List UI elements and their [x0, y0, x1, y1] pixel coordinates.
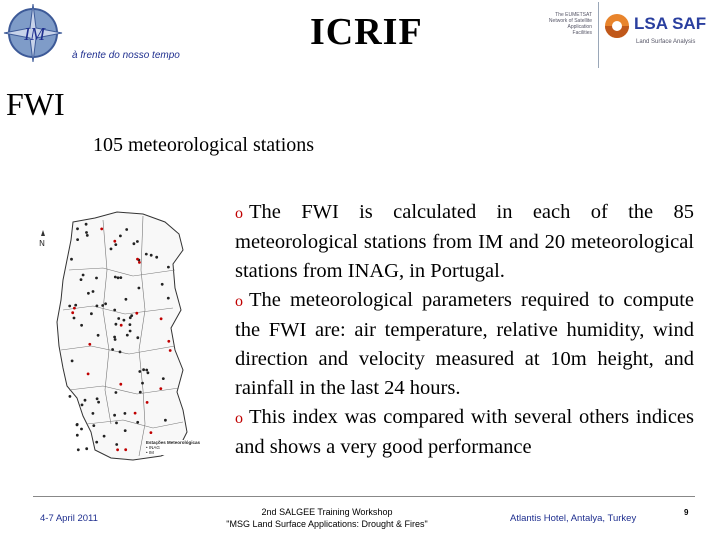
station-marker — [150, 254, 153, 257]
station-marker — [111, 348, 114, 351]
station-marker — [119, 383, 122, 386]
station-marker — [119, 351, 122, 354]
station-marker — [76, 434, 79, 437]
station-marker — [130, 314, 133, 317]
station-marker — [95, 441, 98, 444]
footer-date: 4-7 April 2011 — [40, 513, 98, 524]
station-marker — [114, 276, 117, 279]
station-marker — [103, 435, 106, 438]
lsa-saf-logo-icon — [603, 12, 631, 40]
station-marker — [125, 228, 128, 231]
station-marker — [123, 319, 126, 322]
station-marker — [82, 274, 85, 277]
station-marker — [133, 242, 136, 245]
station-marker — [138, 370, 141, 373]
station-marker — [85, 447, 88, 450]
station-marker — [86, 234, 89, 237]
station-marker — [84, 399, 87, 402]
map-legend-title: Estações Meteorológicas — [146, 440, 201, 445]
station-marker — [139, 391, 142, 394]
station-marker — [120, 324, 123, 327]
footer-event — [200, 506, 454, 530]
station-marker — [92, 290, 95, 293]
station-marker — [136, 258, 139, 261]
station-marker — [161, 283, 164, 286]
station-marker — [129, 323, 132, 326]
bullet-marker: o — [235, 293, 243, 310]
bullet-text: The meteorological parameters required to compute the FWI are: air temperature, relative humidity, wind direction and velocity measured at 10m height, and rainfall in the last 24 hours. — [235, 289, 694, 399]
station-marker — [150, 431, 153, 434]
station-marker — [124, 429, 127, 432]
bullet-item — [235, 403, 694, 462]
station-marker — [104, 302, 107, 305]
station-marker — [87, 373, 90, 376]
bullet-marker: o — [235, 205, 243, 222]
station-marker — [80, 324, 83, 327]
station-marker — [145, 369, 148, 372]
bullet-item — [235, 198, 694, 286]
station-marker — [73, 317, 76, 320]
bullet-text: The FWI is calculated in each of the 85 meteorological stations from IM and 20 meteorological stations from INAG, in Portugal. — [235, 201, 694, 282]
station-marker — [114, 338, 117, 341]
bullet-item — [235, 286, 694, 403]
station-marker — [77, 448, 80, 451]
map-legend — [146, 440, 204, 455]
station-marker — [160, 317, 163, 320]
station-marker — [92, 412, 95, 415]
station-marker — [141, 382, 144, 385]
map-legend-item: • INAG — [146, 445, 160, 450]
station-marker — [116, 448, 119, 451]
station-marker — [138, 287, 141, 290]
header-divider — [598, 2, 599, 68]
station-marker — [164, 419, 167, 422]
station-marker — [138, 261, 141, 264]
footer-event-line: 2nd SALGEE Training Workshop — [261, 507, 393, 517]
station-marker — [115, 422, 118, 425]
station-marker — [125, 298, 128, 301]
station-marker — [113, 309, 116, 312]
station-marker — [96, 305, 99, 308]
station-marker — [142, 368, 145, 371]
station-marker — [101, 304, 104, 307]
station-marker — [90, 312, 93, 315]
station-marker — [73, 307, 76, 310]
station-marker — [71, 360, 74, 363]
station-marker — [71, 311, 74, 314]
svg-text:IM: IM — [24, 24, 45, 44]
station-marker — [81, 404, 84, 407]
station-marker — [85, 231, 88, 234]
footer-divider — [33, 496, 695, 497]
im-logo — [2, 2, 64, 64]
station-marker — [74, 304, 77, 307]
station-marker — [124, 448, 127, 451]
station-marker — [115, 391, 118, 394]
station-marker — [69, 395, 72, 398]
station-marker — [95, 277, 98, 280]
station-marker — [155, 256, 158, 259]
bullet-text: This index was compared with several others indices and shows a very good performance — [235, 406, 694, 458]
station-marker — [146, 401, 149, 404]
station-marker — [114, 243, 117, 246]
station-marker — [96, 397, 99, 400]
map-legend-item: • IM — [146, 450, 154, 455]
station-marker — [115, 443, 118, 446]
station-marker — [134, 412, 137, 415]
station-marker — [85, 223, 88, 226]
station-marker — [147, 371, 150, 374]
station-marker — [117, 317, 120, 320]
station-marker — [169, 349, 172, 352]
station-marker — [80, 278, 83, 281]
bullet-marker: o — [235, 410, 243, 427]
station-marker — [68, 305, 71, 308]
brand-subtitle: Land Surface Analysis — [636, 39, 696, 45]
bullet-list — [235, 198, 694, 462]
page-number: 9 — [684, 508, 689, 517]
station-marker — [113, 240, 116, 243]
station-marker — [76, 238, 79, 241]
station-marker — [124, 412, 127, 415]
station-marker — [167, 266, 170, 269]
station-marker — [115, 323, 118, 326]
station-marker — [135, 312, 138, 315]
station-marker — [119, 235, 122, 238]
station-marker — [119, 276, 122, 279]
section-title: FWI — [6, 86, 65, 122]
station-marker — [145, 253, 148, 256]
station-marker — [167, 297, 170, 300]
subheading: 105 meteorological stations — [93, 134, 315, 156]
station-marker — [136, 336, 139, 339]
partner-note: The EUMETSAT Network of Satellite Application Facilities — [548, 12, 592, 36]
station-marker — [88, 343, 91, 346]
station-marker — [70, 258, 73, 261]
station-marker — [129, 330, 132, 333]
footer-event-line: "MSG Land Surface Applications: Drought & Fires" — [226, 519, 428, 529]
station-marker — [113, 336, 116, 339]
station-marker — [80, 428, 83, 431]
station-marker — [159, 387, 162, 390]
station-marker — [113, 414, 116, 417]
station-marker — [100, 228, 103, 231]
station-marker — [76, 424, 79, 427]
station-marker — [97, 401, 100, 404]
station-marker — [76, 227, 79, 230]
svg-text:N: N — [39, 239, 45, 248]
station-marker — [97, 334, 100, 337]
footer-location: Atlantis Hotel, Antalya, Turkey — [510, 513, 637, 524]
station-marker — [92, 424, 95, 427]
station-marker — [162, 377, 165, 380]
page-title: ICRIF — [310, 11, 423, 53]
brand-name: LSA SAF — [634, 14, 707, 33]
station-marker — [110, 248, 113, 251]
station-marker — [126, 334, 129, 337]
station-marker — [117, 276, 120, 279]
station-marker — [87, 292, 90, 295]
tagline: à frente do nosso tempo — [72, 50, 180, 61]
station-marker — [136, 421, 139, 424]
station-marker — [167, 340, 170, 343]
station-marker — [136, 240, 139, 243]
